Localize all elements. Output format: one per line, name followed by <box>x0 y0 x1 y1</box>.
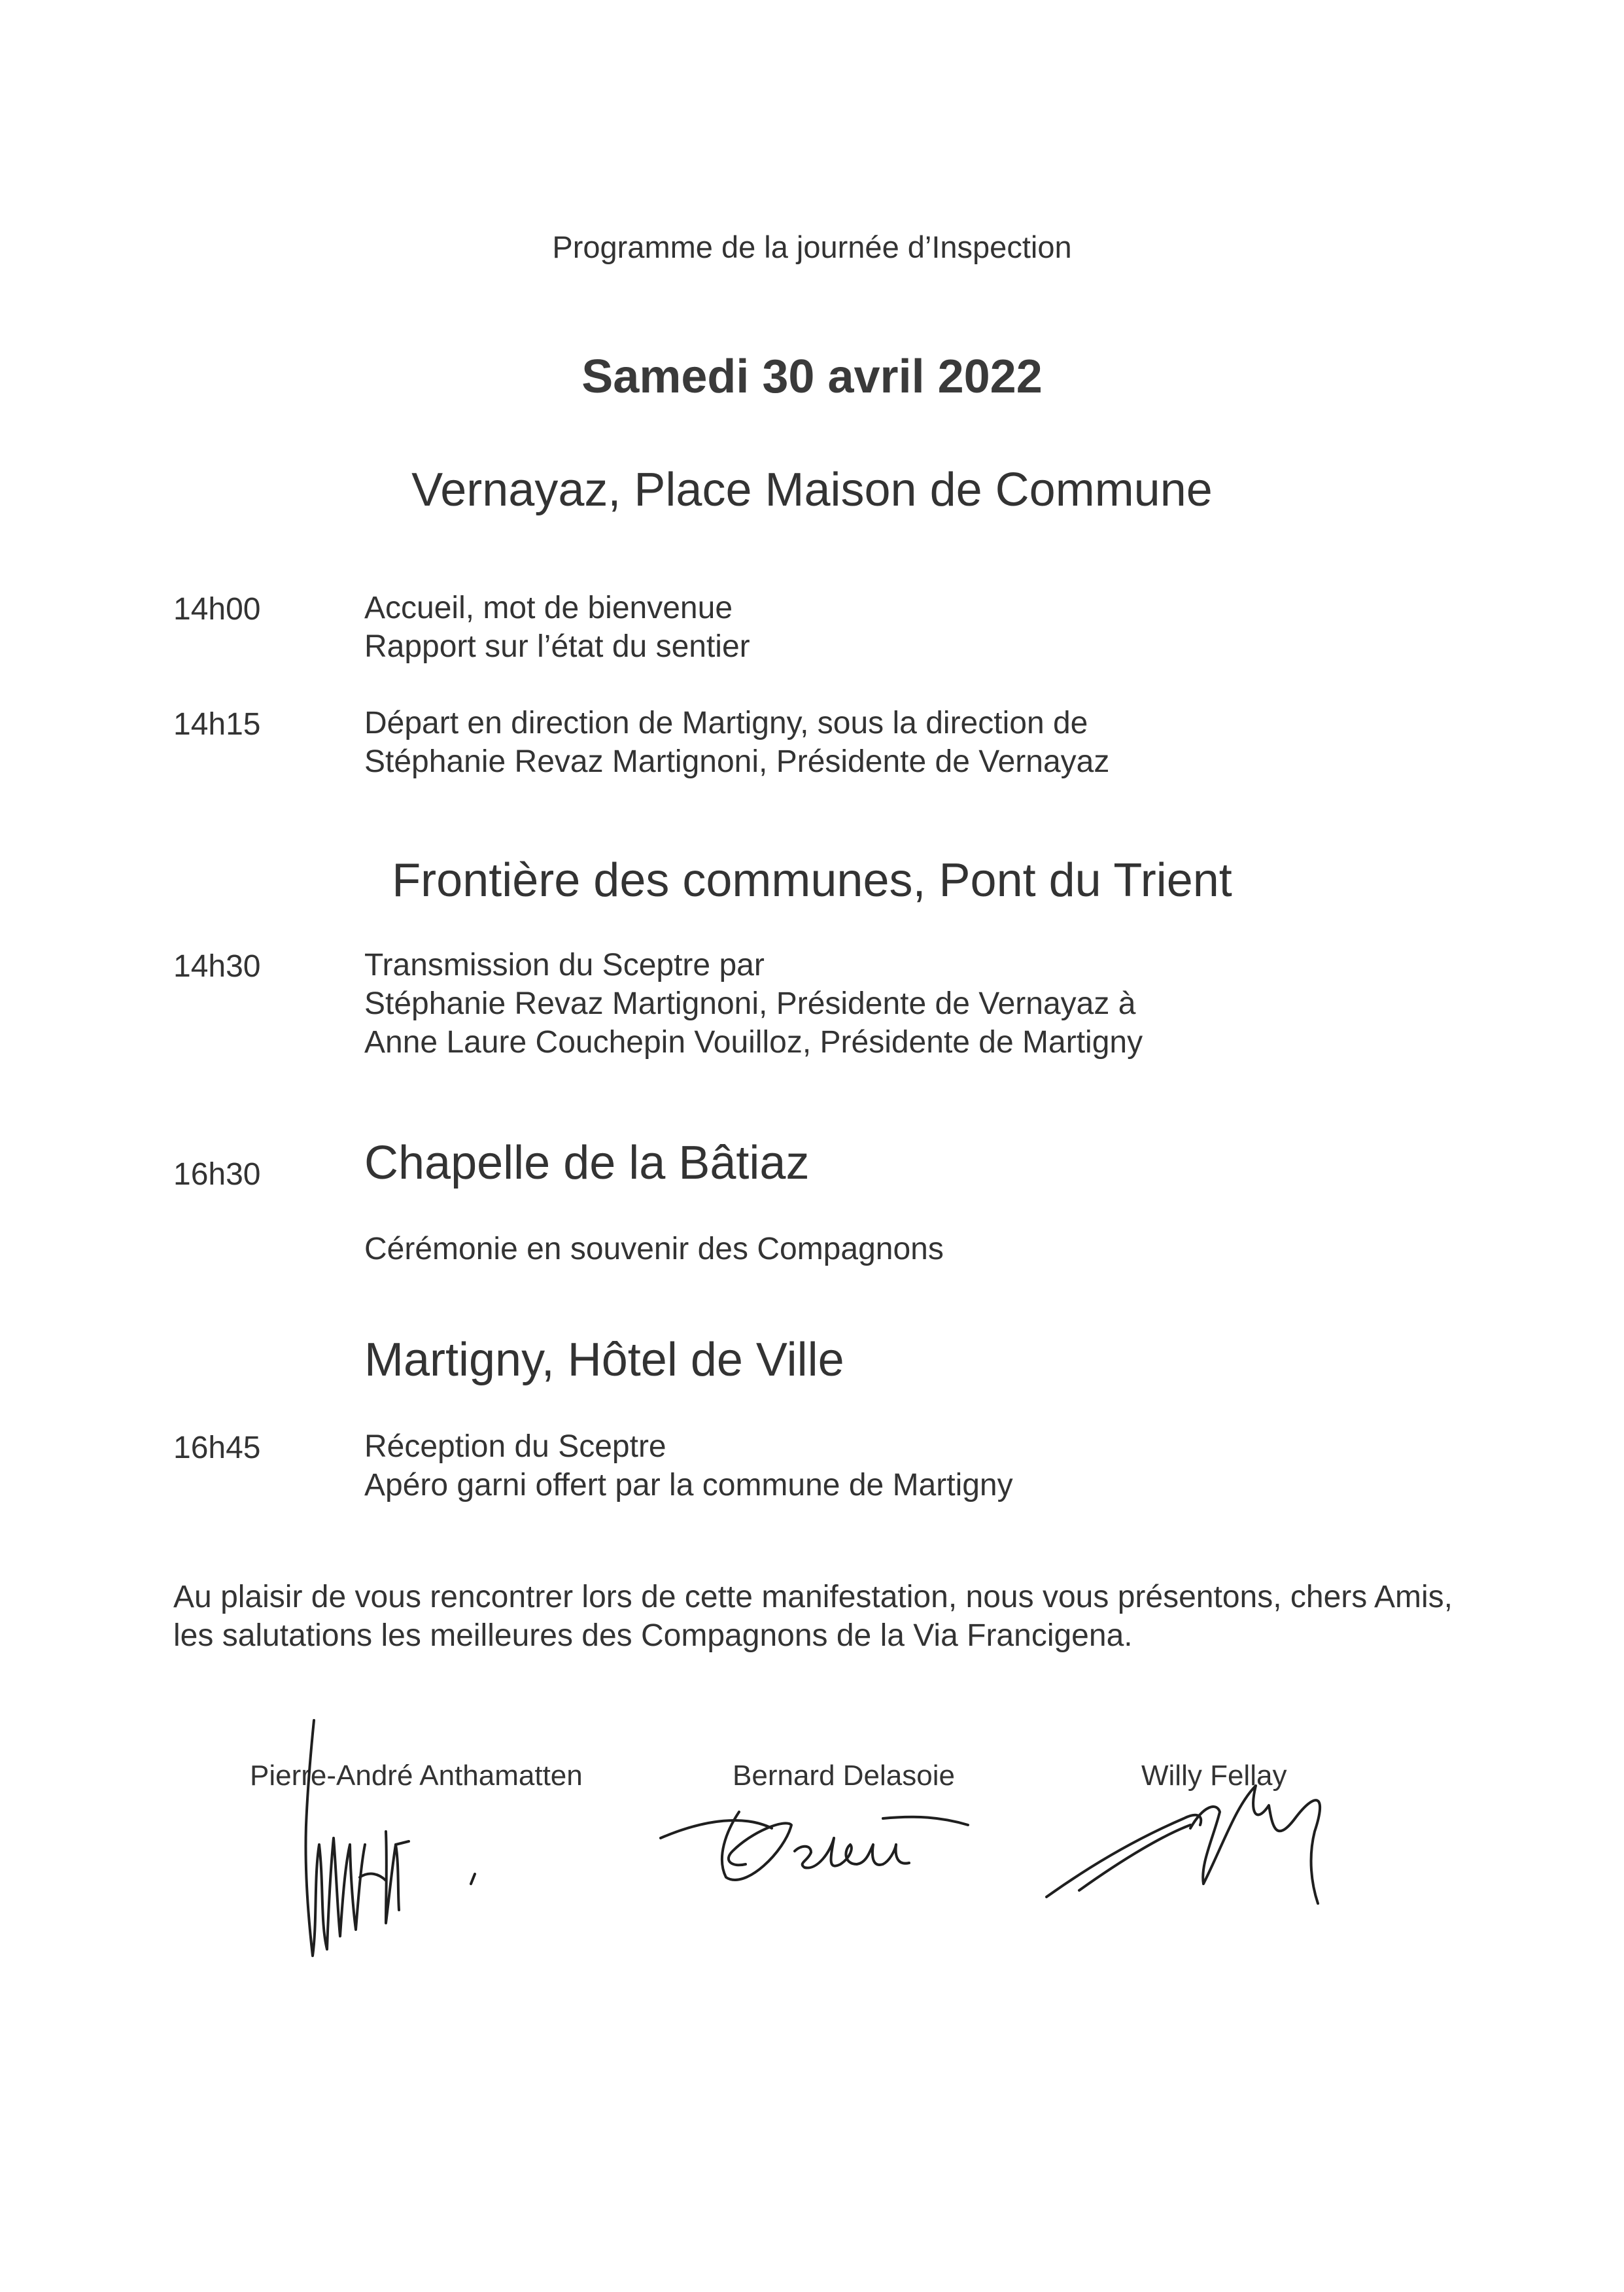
item-time: 16h45 <box>173 1431 261 1465</box>
section-title-vernayaz: Vernayaz, Place Maison de Commune <box>411 464 1213 516</box>
item-time: 14h00 <box>173 592 261 627</box>
item-line: Accueil, mot de bienvenue <box>364 591 733 625</box>
section-title-hotel-de-ville: Martigny, Hôtel de Ville <box>364 1334 844 1386</box>
item-description <box>364 1427 1013 1504</box>
item-line: Rapport sur l’état du sentier <box>364 629 750 664</box>
closing-paragraph <box>173 1578 1453 1655</box>
item-line: Réception du Sceptre <box>364 1429 666 1464</box>
closing-text: Au plaisir de vous rencontrer lors de cette manifestation, nous vous présentons, chers Amis, les salutations les meilleures des Compagnons de la Via Francigena. <box>173 1580 1453 1653</box>
item-line: Cérémonie en souvenir des Compagnons <box>364 1232 944 1266</box>
item-description <box>364 704 1109 781</box>
item-time: 14h30 <box>173 949 261 984</box>
item-time: 14h15 <box>173 707 261 742</box>
section-title-chapelle: Chapelle de la Bâtiaz <box>364 1137 810 1189</box>
signatory-name: Willy Fellay <box>1141 1760 1287 1792</box>
signature-anthamatten <box>288 1714 497 1975</box>
document-intro: Programme de la journée d’Inspection <box>552 230 1072 264</box>
item-description <box>364 589 750 666</box>
item-line: Transmission du Sceptre par <box>364 948 765 982</box>
item-time: 16h30 <box>173 1157 261 1192</box>
section-title-pont-du-trient: Frontière des communes, Pont du Trient <box>392 854 1232 907</box>
item-line: Stéphanie Revaz Martignoni, Présidente de Vernayaz à <box>364 986 1136 1021</box>
signatory-name: Pierre-André Anthamatten <box>250 1760 583 1792</box>
event-date: Samedi 30 avril 2022 <box>581 351 1043 403</box>
signature-fellay <box>1040 1766 1354 1917</box>
signature-delasoie <box>654 1779 994 1897</box>
item-description <box>364 946 1143 1062</box>
item-line: Anne Laure Couchepin Vouilloz, Présidente de Martigny <box>364 1025 1143 1060</box>
item-description <box>364 1230 944 1268</box>
signatory-name: Bernard Delasoie <box>733 1760 955 1792</box>
item-line: Départ en direction de Martigny, sous la direction de <box>364 706 1088 740</box>
item-line: Stéphanie Revaz Martignoni, Présidente de Vernayaz <box>364 744 1110 779</box>
item-line: Apéro garni offert par la commune de Martigny <box>364 1468 1013 1502</box>
